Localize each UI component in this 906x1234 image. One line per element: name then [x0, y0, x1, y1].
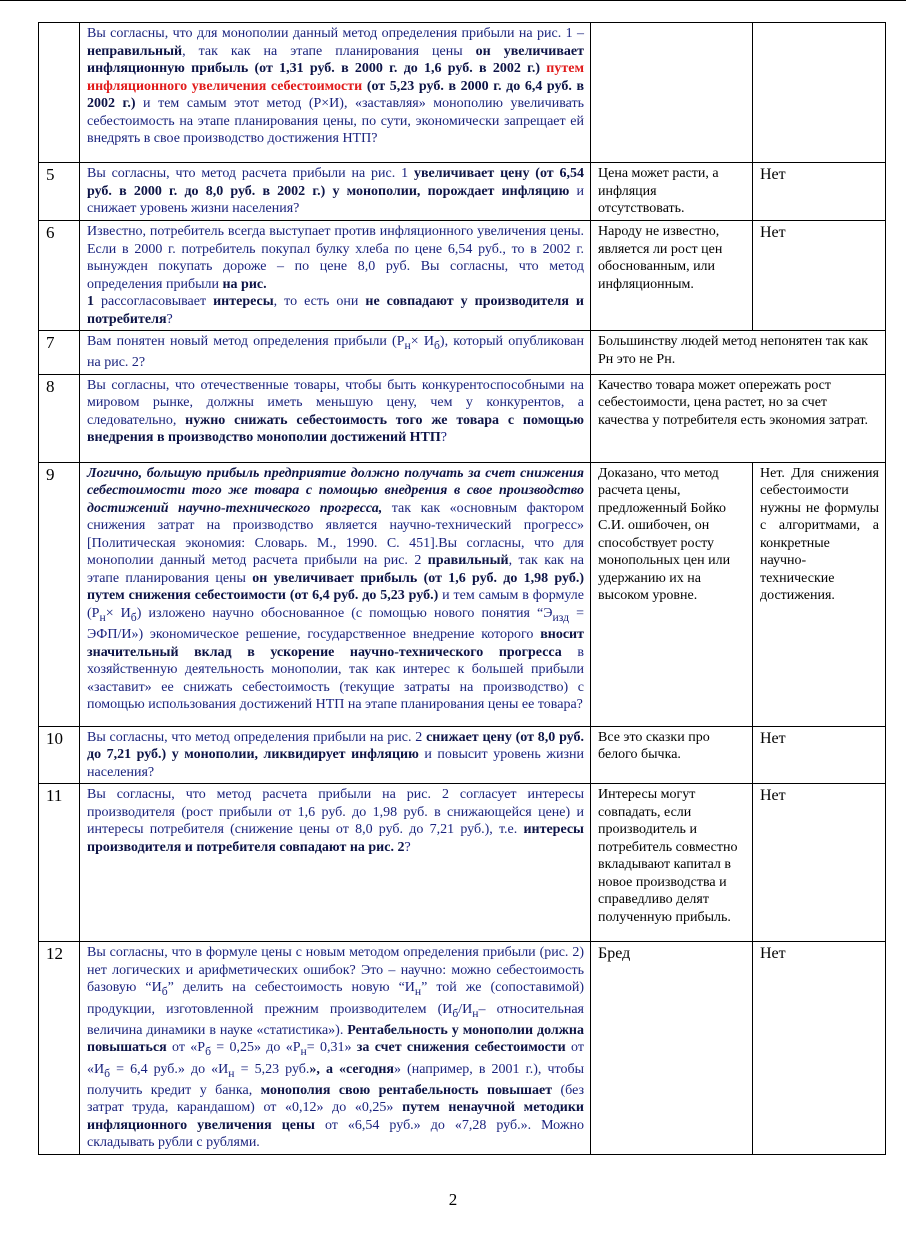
verdict-cell: Нет [753, 221, 886, 331]
answer-cell: Цена может расти, а инфляция отсутствовать. [591, 163, 753, 221]
table-row [39, 374, 886, 462]
question-number: 7 [39, 331, 80, 375]
answer-cell: Доказано, что метод расчета цены, предложенный Бойко С.И. ошибочен, он способствует росту монопольных цен или удержанию их на высоком уровне. [591, 462, 753, 726]
table-row [39, 462, 886, 726]
table-row [39, 331, 886, 375]
table-row [39, 221, 886, 331]
table-row [39, 23, 886, 163]
table-row [39, 163, 886, 221]
answer-cell: Большинству людей метод непонятен так как Рн это не Рн. [591, 331, 886, 375]
answer-cell: Все это сказки про белого бычка. [591, 726, 753, 784]
page-top-rule [0, 0, 906, 1]
question-number: 9 [39, 462, 80, 726]
table-row [39, 726, 886, 784]
question-number: 11 [39, 784, 80, 942]
question-text: Вы согласны, что отечественные товары, чтобы быть конкурентоспособными на мировом рынке, должны иметь меньшую цену, чем у конкурентов, а следовательно, нужно снижать себестоимость того же товара с помощью внедрения в производство монополии достижений НТП? [80, 374, 591, 462]
verdict-cell [753, 23, 886, 163]
answer-cell: Бред [591, 942, 753, 1155]
question-text: Вам понятен новый метод определения прибыли $(Р_н\times И_б)$, который опубликован на рис. 2? [80, 331, 591, 375]
question-text: Известно, потребитель всегда выступает против инфляционного увеличения цены. Если в 2000 г. потребитель покупал булку хлеба по цене 6,54 руб., то в 2002 г. вынужден покупать дороже – по цене 8,0 руб. Вы согласны, что метод определения прибыли на рис. 1 рассогласовывает интересы, то есть они не совпадают у производителя и потребителя? [80, 221, 591, 331]
verdict-cell: Нет [753, 942, 886, 1155]
question-number: 10 [39, 726, 80, 784]
question-text: Вы согласны, что метод определения прибыли на рис. 2 снижает цену (от 8,0 руб. до 7,21 руб.) у монополии, ликвидирует инфляцию и повысит уровень жизни населения? [80, 726, 591, 784]
verdict-text: Нет. Для снижения себестоимости нужны не формулы с алгоритмами, а конкретные научно-технические достижения. [760, 465, 879, 604]
answer-cell: Народу не известно, является ли рост цен обоснованным, или инфляционным. [591, 221, 753, 331]
question-number: 5 [39, 163, 80, 221]
question-text: Вы согласны, что метод расчета прибыли на рис. 1 увеличивает цену (от 6,54 руб. в 2000 г. до 8,0 руб. в 2002 г.) у монополии, порождает инфляцию и снижает уровень жизни населения? [80, 163, 591, 221]
question-text: Логично, большую прибыль предприятие должно получать за счет снижения себестоимости того же товара с помощью внедрения в свое производство достижений научно-технического прогресса, так как «основным фактором снижения затрат на производство является научно-технический прогресс» [Политическая экономия: Словарь. М., 1990. С. 451].Вы согласны, что для монополии данный метод расчета прибыли на рис. 2 правильный, так как на этапе планирования цены он увеличивает прибыль (от 1,6 руб. до 1,98 руб.) путем снижения себестоимости (от 6,4 руб. до 5,23 руб.) и тем самым в формуле $(Р_н\times И_б)$ изложено научно обоснованное (с помощью нового понятия “$Э_{изд}$ = ЭФП/И») экономическое решение, государственное внедрение которого вносит значительный вклад в ускорение научно-технического прогресса в хозяйственную деятельность монополии, так как интерес к большей прибыли «заставит» ее снижать себестоимость (текущие затраты на производство) с помощью использования достижений НТП на этапе планирования цены ее товара? [80, 462, 591, 726]
verdict-cell: Нет [753, 726, 886, 784]
question-number: 12 [39, 942, 80, 1155]
question-text: Вы согласны, что для монополии данный метод определения прибыли на рис. 1 – неправильный, так как на этапе планирования цены он увеличивает инфляционную прибыль (от 1,31 руб. в 2000 г. до 1,6 руб. в 2002 г.) путем инфляционного увеличения себестоимости (от 5,23 руб. в 2000 г. до 6,4 руб. в 2002 г.) и тем самым этот метод (Р×И), «заставляя» монополию увеличивать себестоимость на этапе планирования цены, по сути, экономически запрещает ей внедрять в свое производство достижения НТП? [80, 23, 591, 163]
verdict-cell: Нет [753, 784, 886, 942]
answer-cell [591, 23, 753, 163]
question-number: 6 [39, 221, 80, 331]
question-number [39, 23, 80, 163]
question-number: 8 [39, 374, 80, 462]
table-row [39, 784, 886, 942]
table-row [39, 942, 886, 1155]
question-text: Вы согласны, что в формуле цены с новым методом определения прибыли (рис. 2) нет логических и арифметических ошибок? Это – научно: можно себестоимость базовую “$И_б$” делить на себестоимость новую “$И_н$” той же (сопоставимой) продукции, изготовленной прежним производителем ($И_б/И_н-$ относительная величина динамики в науке «статистика»). Рентабельность у монополии должна повышаться от «$Р_б = 0,25$» до «$Р_н= 0,31$» за счет снижения себестоимости от «$И_б = 6,4$ руб.» до «$И_н = 5,23$ руб.», а «сегодня» (например, в 2001 г.), чтобы получить кредит у банка, монополия свою рентабельность повышает (без затрат труда, карандашом) от «0,12» до «0,25» путем ненаучной методики инфляционного увеличения цены от «6,54 руб.» до «7,28 руб.». Можно складывать рубли с рублями. [80, 942, 591, 1155]
answer-cell: Интересы могут совпадать, если производитель и потребитель совместно вкладывают капитал в новое производства и справедливо делят полученную прибыль. [591, 784, 753, 942]
verdict-cell [753, 462, 886, 726]
answer-cell: Качество товара может опережать рост себестоимости, цена растет, но за счет качества у потребителя есть экономия затрат. [591, 374, 886, 462]
page-number: 2 [448, 1190, 458, 1209]
survey-table [38, 22, 886, 1155]
question-text: Вы согласны, что метод расчета прибыли на рис. 2 согласует интересы производителя (рост прибыли от 1,6 руб. до 1,98 руб. в снижающейся цене) и интересы потребителя (снижение цены от 8,0 руб. до 7,21 руб.), т.е. интересы производителя и потребителя совпадают на рис. 2? [80, 784, 591, 942]
verdict-cell: Нет [753, 163, 886, 221]
